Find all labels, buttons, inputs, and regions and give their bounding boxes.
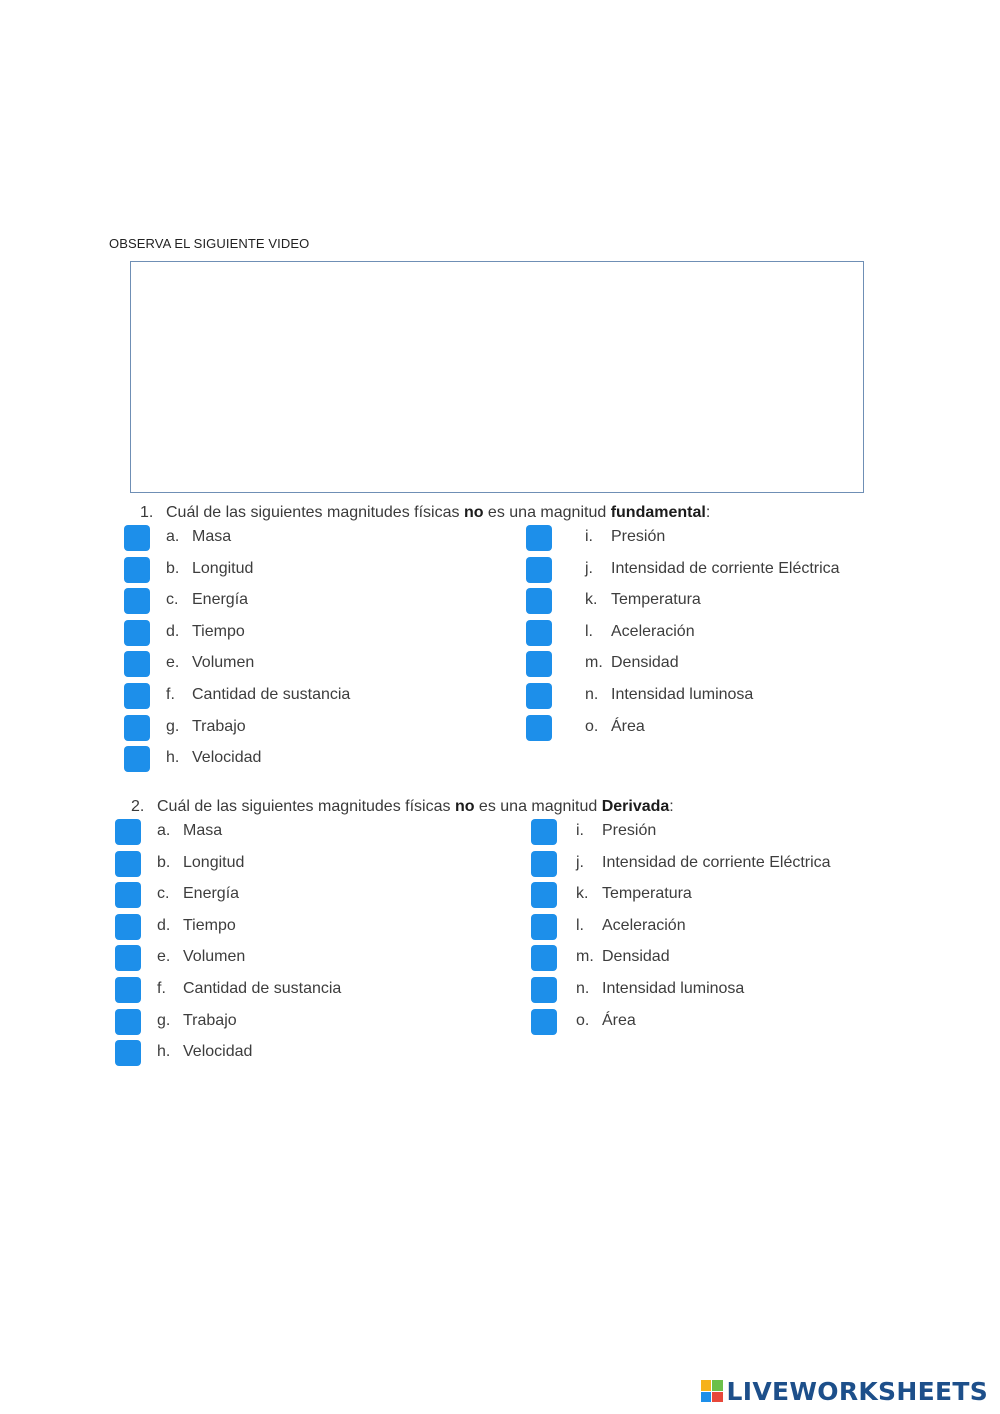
footer-brand	[701, 1376, 988, 1406]
answer-checkbox-1-left-3[interactable]	[124, 588, 150, 614]
answer-checkbox-2-left-7[interactable]	[115, 1009, 141, 1035]
option-letter: c.	[166, 591, 179, 609]
answer-option	[157, 817, 222, 845]
answer-checkbox-1-left-6[interactable]	[124, 683, 150, 709]
option-label: Densidad	[602, 948, 670, 966]
option-letter: k.	[585, 591, 598, 609]
answer-option	[166, 649, 254, 677]
option-label: Longitud	[183, 853, 245, 871]
answer-checkbox-1-left-8[interactable]	[124, 746, 150, 772]
option-letter: c.	[157, 885, 170, 903]
option-label: Masa	[192, 528, 232, 545]
answer-checkbox-1-left-7[interactable]	[124, 715, 150, 741]
option-letter: n.	[585, 686, 599, 703]
option-label: Presión	[611, 528, 666, 545]
question-emphasis-no: no	[454, 798, 475, 815]
option-label: Tiempo	[183, 916, 236, 934]
option-letter: o.	[576, 1011, 590, 1029]
option-label: Volumen	[192, 654, 255, 672]
option-label: Intensidad de corriente Eléctrica	[611, 559, 840, 577]
option-letter: n.	[576, 980, 590, 997]
answer-option	[166, 618, 245, 646]
option-letter: e.	[157, 948, 171, 966]
option-label: Energía	[183, 885, 240, 903]
option-label: Volumen	[183, 948, 246, 966]
question-2-prompt	[131, 798, 674, 816]
answer-checkbox-2-left-1[interactable]	[115, 819, 141, 845]
answer-checkbox-1-right-6[interactable]	[526, 683, 552, 709]
option-label: Energía	[192, 591, 249, 609]
option-label: Cantidad de sustancia	[183, 980, 342, 997]
answer-checkbox-2-right-7[interactable]	[531, 1009, 557, 1035]
option-letter: d.	[166, 622, 180, 640]
option-label: Temperatura	[611, 591, 701, 609]
answer-checkbox-2-left-8[interactable]	[115, 1040, 141, 1066]
option-label: Trabajo	[192, 717, 246, 735]
option-label: Intensidad luminosa	[602, 980, 745, 997]
option-letter: b.	[157, 853, 171, 871]
answer-checkbox-1-right-2[interactable]	[526, 557, 552, 583]
option-label: Aceleración	[611, 622, 695, 640]
question-number: 1.	[140, 504, 154, 521]
answer-option	[585, 618, 695, 646]
option-label: Temperatura	[602, 885, 692, 903]
answer-option	[576, 1007, 636, 1035]
option-label: Velocidad	[192, 749, 262, 767]
question-emphasis-type: fundamental	[610, 504, 706, 521]
answer-option	[166, 681, 350, 709]
option-letter: b.	[166, 559, 180, 577]
option-label: Masa	[183, 822, 223, 839]
answer-option	[576, 880, 692, 908]
answer-checkbox-1-right-3[interactable]	[526, 588, 552, 614]
option-letter: h.	[166, 749, 180, 767]
answer-option	[576, 975, 744, 1003]
option-label: Presión	[602, 822, 657, 839]
answer-checkbox-2-left-4[interactable]	[115, 914, 141, 940]
option-letter: m.	[576, 948, 594, 966]
question-number: 2.	[131, 798, 145, 815]
answer-option	[585, 713, 645, 741]
answer-checkbox-2-left-5[interactable]	[115, 945, 141, 971]
answer-checkbox-2-right-6[interactable]	[531, 977, 557, 1003]
answer-checkbox-1-left-2[interactable]	[124, 557, 150, 583]
option-label: Longitud	[192, 559, 254, 577]
video-embed[interactable]	[130, 261, 864, 493]
option-label: Densidad	[611, 654, 679, 672]
option-letter: l.	[585, 622, 593, 640]
answer-checkbox-2-left-2[interactable]	[115, 851, 141, 877]
option-letter: a.	[157, 822, 171, 839]
answer-option	[166, 523, 231, 551]
answer-checkbox-1-right-7[interactable]	[526, 715, 552, 741]
option-label: Tiempo	[192, 622, 245, 640]
option-letter: i.	[585, 528, 593, 545]
answer-option	[585, 649, 679, 677]
answer-option	[585, 555, 840, 583]
answer-checkbox-1-right-5[interactable]	[526, 651, 552, 677]
option-letter: a.	[166, 528, 180, 545]
answer-option	[585, 586, 701, 614]
answer-checkbox-1-right-4[interactable]	[526, 620, 552, 646]
question-text: Cuál de las siguientes magnitudes físicas	[157, 798, 455, 815]
answer-option	[585, 523, 665, 551]
question-text: es una magnitud	[474, 798, 602, 815]
option-letter: h.	[157, 1043, 171, 1061]
option-letter: o.	[585, 717, 599, 735]
option-letter: l.	[576, 916, 584, 934]
option-label: Intensidad de corriente Eléctrica	[602, 853, 831, 871]
intro-instruction: OBSERVA EL SIGUIENTE VIDEO	[109, 236, 310, 251]
answer-option	[157, 943, 245, 971]
option-letter: e.	[166, 654, 180, 672]
option-label: Velocidad	[183, 1043, 253, 1061]
option-letter: j.	[576, 853, 584, 871]
answer-checkbox-2-left-6[interactable]	[115, 977, 141, 1003]
option-letter: d.	[157, 916, 171, 934]
answer-checkbox-2-left-3[interactable]	[115, 882, 141, 908]
answer-option	[157, 880, 239, 908]
answer-checkbox-1-right-1[interactable]	[526, 525, 552, 551]
question-emphasis-no: no	[463, 504, 484, 521]
option-letter: f.	[166, 686, 175, 703]
answer-option	[157, 849, 244, 877]
answer-checkbox-2-right-4[interactable]	[531, 914, 557, 940]
option-label: Área	[602, 1011, 636, 1029]
answer-checkbox-1-left-1[interactable]	[124, 525, 150, 551]
option-label: Intensidad luminosa	[611, 686, 754, 703]
answer-checkbox-1-left-4[interactable]	[124, 620, 150, 646]
answer-option	[166, 586, 248, 614]
answer-option	[576, 849, 831, 877]
answer-option	[166, 555, 253, 583]
answer-checkbox-2-right-1[interactable]	[531, 819, 557, 845]
answer-option	[157, 1038, 252, 1066]
answer-option	[157, 1007, 237, 1035]
option-letter: g.	[166, 717, 180, 735]
answer-option	[157, 975, 341, 1003]
option-label: Aceleración	[602, 916, 686, 934]
question-text: :	[669, 798, 674, 815]
option-label: Trabajo	[183, 1011, 237, 1029]
option-letter: g.	[157, 1011, 171, 1029]
brand-name: LIVEWORKSHEETS	[726, 1376, 988, 1406]
question-text: Cuál de las siguientes magnitudes físicas	[166, 504, 464, 521]
question-text: :	[705, 504, 711, 521]
answer-option	[166, 744, 261, 772]
question-text: es una magnitud	[483, 504, 611, 521]
option-label: Área	[611, 717, 645, 735]
option-letter: i.	[576, 822, 584, 839]
option-letter: k.	[576, 885, 589, 903]
liveworksheets-logo-icon	[701, 1380, 723, 1402]
answer-option	[576, 912, 686, 940]
answer-checkbox-2-right-5[interactable]	[531, 945, 557, 971]
answer-option	[576, 817, 656, 845]
answer-checkbox-2-right-2[interactable]	[531, 851, 557, 877]
option-letter: f.	[157, 980, 166, 997]
answer-option	[576, 943, 670, 971]
option-letter: j.	[585, 559, 593, 577]
answer-option	[166, 713, 246, 741]
option-letter: m.	[585, 654, 603, 672]
answer-checkbox-1-left-5[interactable]	[124, 651, 150, 677]
answer-checkbox-2-right-3[interactable]	[531, 882, 557, 908]
question-1-prompt	[140, 504, 710, 522]
answer-option	[585, 681, 753, 709]
option-label: Cantidad de sustancia	[192, 686, 351, 703]
answer-option	[157, 912, 236, 940]
question-emphasis-type: Derivada	[601, 798, 670, 815]
